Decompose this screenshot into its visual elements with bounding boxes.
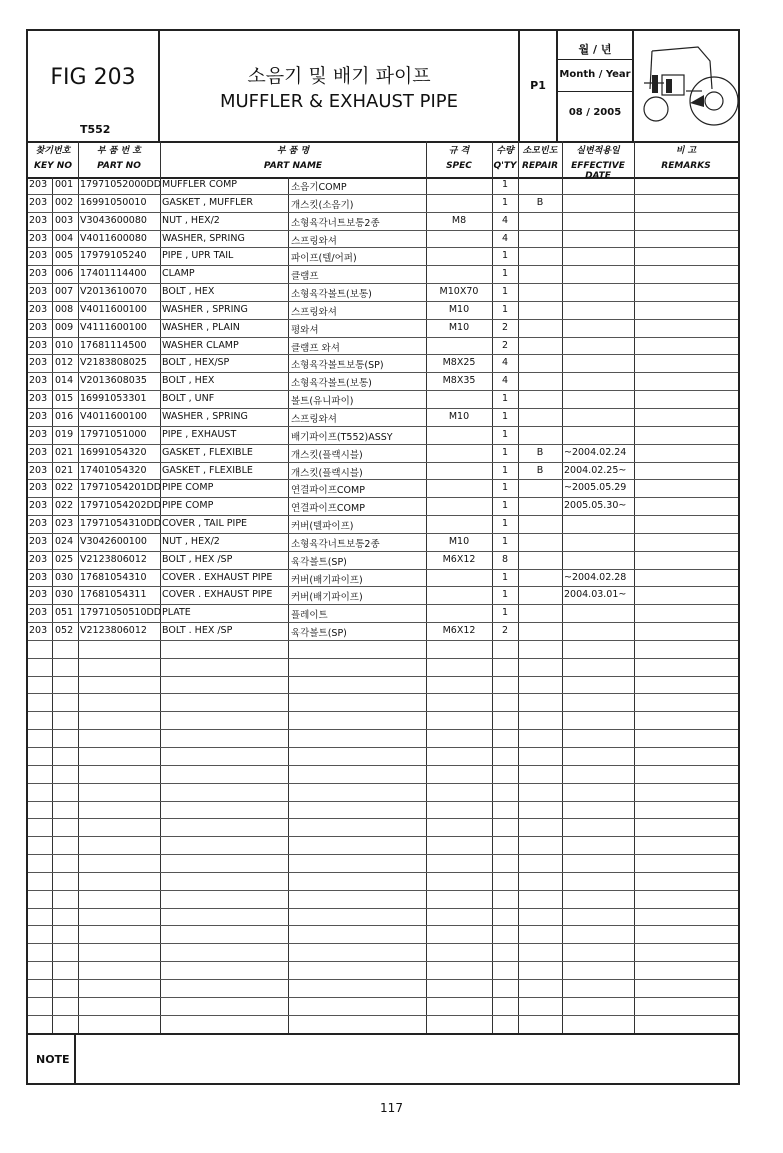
table-row — [28, 266, 738, 284]
row-part-name-korean: 스프링와셔 — [291, 306, 337, 318]
table-row — [28, 891, 738, 909]
row-key-no: 014 — [55, 375, 74, 387]
row-key-no: 052 — [55, 625, 74, 637]
row-qty: 4 — [501, 214, 509, 226]
row-fig: 203 — [29, 357, 48, 369]
row-key-no: 008 — [55, 303, 74, 315]
title-english: MUFFLER & EXHAUST PIPE — [219, 91, 459, 112]
row-part-no: 16991054320 — [80, 446, 147, 458]
table-row — [28, 623, 738, 641]
row-key-no: 015 — [55, 393, 74, 405]
row-part-name-korean: 소형육각볼트(보통) — [291, 378, 372, 390]
row-key-no: 022 — [55, 500, 74, 512]
row-key-no: 012 — [55, 357, 74, 369]
row-qty: 1 — [501, 446, 509, 458]
row-key-no: 003 — [55, 214, 74, 226]
row-part-name-english: BOLT , HEX /SP — [162, 553, 233, 565]
row-qty: 1 — [501, 286, 509, 298]
row-part-name-english: NUT , HEX/2 — [162, 535, 220, 547]
row-part-name-korean: 스프링와셔 — [291, 235, 337, 247]
row-fig: 203 — [29, 500, 48, 512]
row-effective-date: 2004.02.25~ — [564, 464, 627, 476]
date-divider — [558, 59, 632, 60]
date-label-korean: 월 / 년 — [578, 43, 612, 56]
row-fig: 203 — [29, 535, 48, 547]
column-remarks: 비 고 REMARKS — [661, 146, 711, 171]
row-fig: 203 — [29, 446, 48, 458]
row-fig: 203 — [29, 179, 48, 190]
row-qty: 1 — [501, 393, 509, 405]
row-part-name-korean: 커버(배기파이프) — [291, 592, 363, 604]
row-fig: 203 — [29, 303, 48, 315]
table-row — [28, 213, 738, 231]
row-part-name-korean: 커버(배기파이프) — [291, 574, 363, 586]
row-qty: 1 — [501, 535, 509, 547]
row-part-no: 17971051000 — [80, 428, 147, 440]
row-part-name-english: NUT , HEX/2 — [162, 214, 220, 226]
column-part-name: 부 품 명 PART NAME — [263, 146, 323, 171]
table-row — [28, 855, 738, 873]
row-part-name-english: BOLT , HEX/SP — [162, 357, 230, 369]
table-row — [28, 534, 738, 552]
table-row — [28, 605, 738, 623]
row-part-name-english: COVER , TAIL PIPE — [162, 518, 248, 530]
row-key-no: 007 — [55, 286, 74, 298]
table-row — [28, 391, 738, 409]
column-effective-date: 실변적용일 EFFECTIVE DATE — [571, 146, 625, 181]
row-part-name-korean: 플레이트 — [291, 610, 328, 622]
row-part-name-english: GASKET , MUFFLER — [162, 196, 253, 208]
column-spec: 규 격 SPEC — [446, 146, 472, 171]
table-row — [28, 177, 738, 195]
row-part-name-korean: 소형육각너트보통2종 — [291, 217, 380, 229]
row-qty: 8 — [501, 553, 509, 565]
row-fig: 203 — [29, 518, 48, 530]
table-row — [28, 962, 738, 980]
row-key-no: 010 — [55, 339, 74, 351]
row-qty: 1 — [501, 410, 509, 422]
row-spec: M10 — [448, 303, 470, 315]
row-part-name-english: COVER . EXHAUST PIPE — [162, 571, 273, 583]
row-effective-date: ~2004.02.24 — [564, 446, 627, 458]
row-qty: 2 — [501, 339, 509, 351]
row-qty: 1 — [501, 518, 509, 530]
title-korean: 소음기 및 배기 파이프 — [247, 65, 431, 87]
table-row — [28, 427, 738, 445]
table-row — [28, 1016, 738, 1034]
row-qty: 1 — [501, 500, 509, 512]
row-part-name-english: BOLT , UNF — [162, 393, 215, 405]
date-divider — [558, 91, 632, 92]
tractor-illustration-cell — [634, 31, 738, 141]
row-repair: B — [536, 196, 544, 208]
row-part-name-english: GASKET , FLEXIBLE — [162, 464, 253, 476]
table-row — [28, 409, 738, 427]
row-repair: B — [536, 446, 544, 458]
row-part-name-korean: 소형육각볼트(보통) — [291, 289, 372, 301]
row-part-name-english: WASHER , SPRING — [162, 303, 248, 315]
row-fig: 203 — [29, 196, 48, 208]
row-fig: 203 — [29, 428, 48, 440]
row-part-name-english: WASHER , SPRING — [162, 410, 248, 422]
table-row — [28, 784, 738, 802]
table-row — [28, 463, 738, 481]
row-part-name-english: PIPE COMP — [162, 500, 214, 512]
table-row — [28, 641, 738, 659]
figure-cell — [28, 31, 160, 141]
row-part-name-english: PIPE , UPR TAIL — [162, 250, 234, 262]
row-fig: 203 — [29, 410, 48, 422]
date-value: 08 / 2005 — [568, 107, 622, 118]
row-fig: 203 — [29, 375, 48, 387]
row-part-no: 17401054320 — [80, 464, 147, 476]
row-fig: 203 — [29, 464, 48, 476]
row-key-no: 006 — [55, 268, 74, 280]
table-row — [28, 944, 738, 962]
row-key-no: 051 — [55, 607, 74, 619]
table-row — [28, 677, 738, 695]
row-part-name-english: PLATE — [162, 607, 191, 619]
row-part-no: 17681054311 — [80, 589, 147, 601]
date-cell — [558, 31, 634, 141]
row-part-no: V3042600100 — [80, 535, 147, 547]
row-part-name-english: BOLT , HEX — [162, 286, 215, 298]
row-key-no: 005 — [55, 250, 74, 262]
row-part-no: 17681114500 — [80, 339, 147, 351]
row-qty: 1 — [501, 196, 509, 208]
row-part-no: V2183808025 — [80, 357, 147, 369]
row-qty: 4 — [501, 232, 509, 244]
row-part-name-korean: 배기파이프(T552)ASSY — [291, 431, 393, 443]
row-part-name-korean: 개스킷(플랙시블) — [291, 467, 363, 479]
row-part-name-english: PIPE , EXHAUST — [162, 428, 237, 440]
table-row — [28, 498, 738, 516]
page-code: P1 — [530, 79, 546, 92]
row-key-no: 030 — [55, 589, 74, 601]
row-part-name-korean: 연결파이프COMP — [291, 485, 365, 497]
row-part-name-korean: 개스킷(플랙시블) — [291, 449, 363, 461]
page-cell — [520, 31, 558, 141]
table-row — [28, 248, 738, 266]
row-fig: 203 — [29, 589, 48, 601]
row-part-name-english: WASHER , PLAIN — [162, 321, 240, 333]
table-row — [28, 712, 738, 730]
row-part-no: 16991053301 — [80, 393, 147, 405]
row-key-no: 009 — [55, 321, 74, 333]
row-fig: 203 — [29, 339, 48, 351]
row-fig: 203 — [29, 393, 48, 405]
row-key-no: 030 — [55, 571, 74, 583]
row-qty: 1 — [501, 179, 509, 190]
row-key-no: 001 — [55, 179, 74, 190]
row-part-name-korean: 스프링와셔 — [291, 413, 337, 425]
table-row — [28, 587, 738, 605]
row-effective-date: ~2005.05.29 — [564, 482, 627, 494]
row-part-name-english: CLAMP — [162, 268, 195, 280]
row-fig: 203 — [29, 625, 48, 637]
row-qty: 1 — [501, 268, 509, 280]
row-qty: 1 — [501, 428, 509, 440]
note-area — [28, 1033, 738, 1085]
row-part-name-korean: 클램프 와셔 — [291, 342, 340, 354]
row-part-no: V2013610070 — [80, 286, 147, 298]
row-spec: M6X12 — [442, 553, 476, 565]
row-part-no: 17971054201DD — [80, 482, 162, 494]
row-effective-date: ~2004.02.28 — [564, 571, 627, 583]
row-spec: M8X35 — [442, 375, 476, 387]
row-spec: M8 — [451, 214, 467, 226]
row-part-no: 17401114400 — [80, 268, 147, 280]
row-part-name-korean: 소음기COMP — [291, 182, 347, 193]
table-row — [28, 338, 738, 356]
table-row — [28, 195, 738, 213]
row-part-name-korean: 파이프(텔/어퍼) — [291, 253, 357, 265]
row-part-name-english: WASHER CLAMP — [162, 339, 239, 351]
table-row — [28, 837, 738, 855]
row-qty: 1 — [501, 482, 509, 494]
row-key-no: 019 — [55, 428, 74, 440]
tractor-icon — [634, 31, 738, 141]
row-part-name-korean: 평와셔 — [291, 324, 319, 336]
row-part-no: 17681054310 — [80, 571, 147, 583]
table-row — [28, 909, 738, 927]
row-fig: 203 — [29, 321, 48, 333]
row-effective-date: 2004.03.01~ — [564, 589, 627, 601]
row-part-name-english: COVER . EXHAUST PIPE — [162, 589, 273, 601]
model-code: T552 — [80, 123, 111, 136]
row-spec: M10 — [448, 321, 470, 333]
row-part-no: V2123806012 — [80, 553, 147, 565]
row-qty: 1 — [501, 464, 509, 476]
table-row — [28, 926, 738, 944]
row-part-name-korean: 연결파이프COMP — [291, 503, 365, 515]
row-part-name-korean: 클램프 — [291, 271, 319, 283]
note-label-cell — [28, 1035, 76, 1085]
row-key-no: 023 — [55, 518, 74, 530]
parts-sheet — [26, 29, 740, 1085]
row-qty: 1 — [501, 250, 509, 262]
page-number: 117 — [380, 1101, 403, 1115]
row-part-no: 17979105240 — [80, 250, 147, 262]
row-spec: M10 — [448, 410, 470, 422]
table-row — [28, 766, 738, 784]
sheet-header — [28, 31, 738, 143]
table-row — [28, 819, 738, 837]
table-row — [28, 445, 738, 463]
row-qty: 1 — [501, 303, 509, 315]
table-row — [28, 284, 738, 302]
row-fig: 203 — [29, 214, 48, 226]
row-part-name-english: WASHER, SPRING — [162, 232, 245, 244]
row-spec: M8X25 — [442, 357, 476, 369]
table-row — [28, 748, 738, 766]
row-part-no: V4011600080 — [80, 232, 147, 244]
row-fig: 203 — [29, 232, 48, 244]
row-fig: 203 — [29, 607, 48, 619]
parts-table-body — [28, 177, 738, 1034]
row-key-no: 022 — [55, 482, 74, 494]
title-cell — [160, 31, 520, 141]
table-row — [28, 480, 738, 498]
date-label-english: Month / Year — [559, 69, 631, 80]
row-repair: B — [536, 464, 544, 476]
row-part-no: 17971050510DD — [80, 607, 162, 619]
table-row — [28, 570, 738, 588]
table-row — [28, 373, 738, 391]
row-key-no: 004 — [55, 232, 74, 244]
row-part-name-korean: 볼트(유니파이) — [291, 396, 354, 408]
row-spec: M10X70 — [439, 286, 479, 298]
row-qty: 1 — [501, 589, 509, 601]
figure-number: FIG 203 — [50, 65, 136, 90]
row-part-name-korean: 육각볼트(SP) — [291, 628, 347, 640]
table-row — [28, 694, 738, 712]
row-fig: 203 — [29, 286, 48, 298]
table-row — [28, 516, 738, 534]
row-part-no: V3043600080 — [80, 214, 147, 226]
row-part-name-english: BOLT , HEX — [162, 375, 215, 387]
row-part-name-korean: 개스킷(소음기) — [291, 199, 354, 211]
row-part-name-english: BOLT . HEX /SP — [162, 625, 233, 637]
row-part-no: V4111600100 — [80, 321, 147, 333]
row-part-name-english: GASKET , FLEXIBLE — [162, 446, 253, 458]
table-row — [28, 730, 738, 748]
row-part-name-english: MUFFLER COMP — [162, 179, 238, 190]
column-key-no: 찾기번호 KEY NO — [34, 146, 72, 171]
row-part-name-korean: 육각볼트(SP) — [291, 556, 347, 568]
row-part-no: 17971054310DD — [80, 518, 162, 530]
table-row — [28, 998, 738, 1016]
row-fig: 203 — [29, 571, 48, 583]
row-qty: 1 — [501, 607, 509, 619]
row-key-no: 002 — [55, 196, 74, 208]
row-part-no: V2123806012 — [80, 625, 147, 637]
row-part-no: 17971052000DD — [80, 179, 162, 190]
table-row — [28, 873, 738, 891]
table-row — [28, 802, 738, 820]
row-qty: 4 — [501, 357, 509, 369]
row-spec: M10 — [448, 535, 470, 547]
column-part-no: 부 품 번 호 PART NO — [96, 146, 142, 171]
row-key-no: 024 — [55, 535, 74, 547]
table-row — [28, 231, 738, 249]
table-row — [28, 552, 738, 570]
table-row — [28, 980, 738, 998]
row-key-no: 016 — [55, 410, 74, 422]
row-part-name-english: PIPE COMP — [162, 482, 214, 494]
table-row — [28, 659, 738, 677]
note-label: NOTE — [36, 1053, 70, 1066]
row-part-name-korean: 소형육각너트보통2종 — [291, 538, 380, 550]
row-qty: 2 — [501, 321, 509, 333]
row-fig: 203 — [29, 553, 48, 565]
row-key-no: 025 — [55, 553, 74, 565]
row-fig: 203 — [29, 250, 48, 262]
row-key-no: 021 — [55, 464, 74, 476]
column-qty: 수량 Q'TY — [493, 146, 517, 171]
row-part-no: 17971054202DD — [80, 500, 162, 512]
row-part-no: V4011600100 — [80, 303, 147, 315]
row-spec: M6X12 — [442, 625, 476, 637]
row-fig: 203 — [29, 482, 48, 494]
row-part-no: V4011600100 — [80, 410, 147, 422]
row-qty: 1 — [501, 571, 509, 583]
row-part-name-korean: 커버(텔파이프) — [291, 521, 354, 533]
row-qty: 2 — [501, 625, 509, 637]
table-row — [28, 355, 738, 373]
row-part-no: 16991050010 — [80, 196, 147, 208]
row-qty: 4 — [501, 375, 509, 387]
row-effective-date: 2005.05.30~ — [564, 500, 627, 512]
table-row — [28, 320, 738, 338]
row-part-name-korean: 소형육각볼트보통(SP) — [291, 360, 384, 372]
column-repair: 소모빈도 REPAIR — [521, 146, 559, 171]
row-part-no: V2013608035 — [80, 375, 147, 387]
column-header — [28, 141, 738, 179]
row-key-no: 021 — [55, 446, 74, 458]
row-fig: 203 — [29, 268, 48, 280]
table-row — [28, 302, 738, 320]
